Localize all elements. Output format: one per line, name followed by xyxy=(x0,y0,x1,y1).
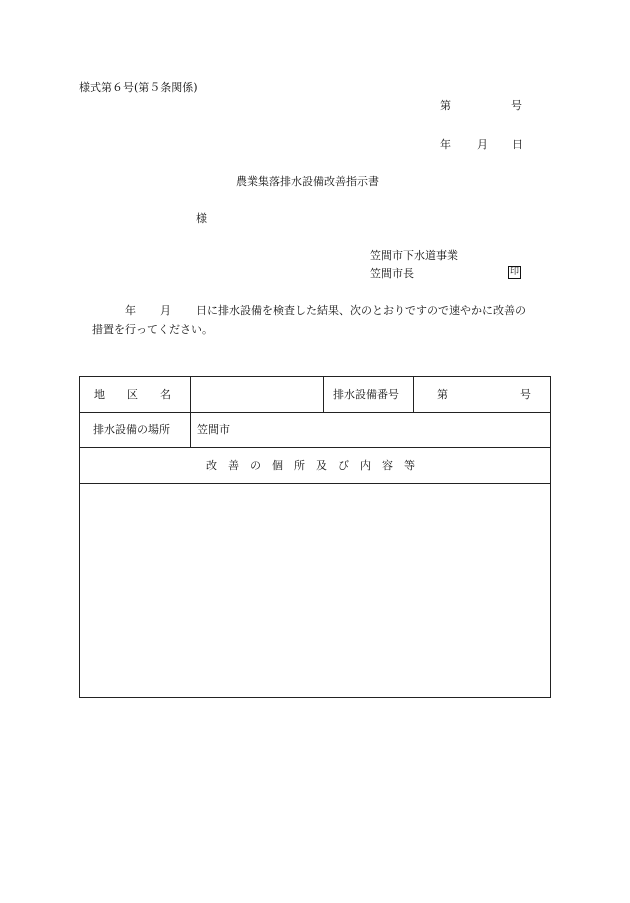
body-month-label: 月 xyxy=(160,304,171,317)
document-title: 農業集落排水設備改善指示書 xyxy=(236,175,379,188)
area-name-label: 地 区 名 xyxy=(94,388,171,401)
equipment-number-label: 排水設備番号 xyxy=(333,388,399,401)
body-year-label: 年 xyxy=(125,304,136,317)
addressee-honorific: 様 xyxy=(196,212,207,225)
inspection-table xyxy=(79,376,551,698)
table-row-divider xyxy=(80,412,550,413)
table-col-divider xyxy=(413,377,414,412)
body-day-text: 日に排水設備を検査した結果、次のとおりですので速やかに改善の xyxy=(196,304,526,317)
equipment-number-prefix: 第 xyxy=(437,388,448,401)
location-label: 排水設備の場所 xyxy=(93,423,170,436)
issuer-mayor: 笠間市長 xyxy=(370,267,414,280)
table-col-divider xyxy=(323,377,324,412)
area-name-field[interactable] xyxy=(198,389,318,403)
date-day-label: 日 xyxy=(512,138,523,151)
issuer-organization: 笠間市下水道事業 xyxy=(370,249,458,262)
form-number-label: 様式第６号(第５条関係) xyxy=(79,81,198,94)
table-row-divider xyxy=(80,483,550,484)
seal-stamp-box: 印 xyxy=(509,267,519,277)
table-row-divider xyxy=(80,447,550,448)
improvement-details-header: 改 善 の 個 所 及 び 内 容 等 xyxy=(206,459,415,472)
improvement-details-area[interactable] xyxy=(86,489,542,689)
table-col-divider xyxy=(190,377,191,447)
date-month-label: 月 xyxy=(477,138,488,151)
date-year-label: 年 xyxy=(440,138,451,151)
document-number-prefix: 第 xyxy=(440,99,451,112)
equipment-number-suffix: 号 xyxy=(520,388,531,401)
document-number-suffix: 号 xyxy=(511,99,522,112)
location-value[interactable]: 笠間市 xyxy=(197,423,230,436)
body-text-line-1 xyxy=(92,305,526,316)
body-text-line-2: 措置を行ってください。 xyxy=(92,323,213,336)
